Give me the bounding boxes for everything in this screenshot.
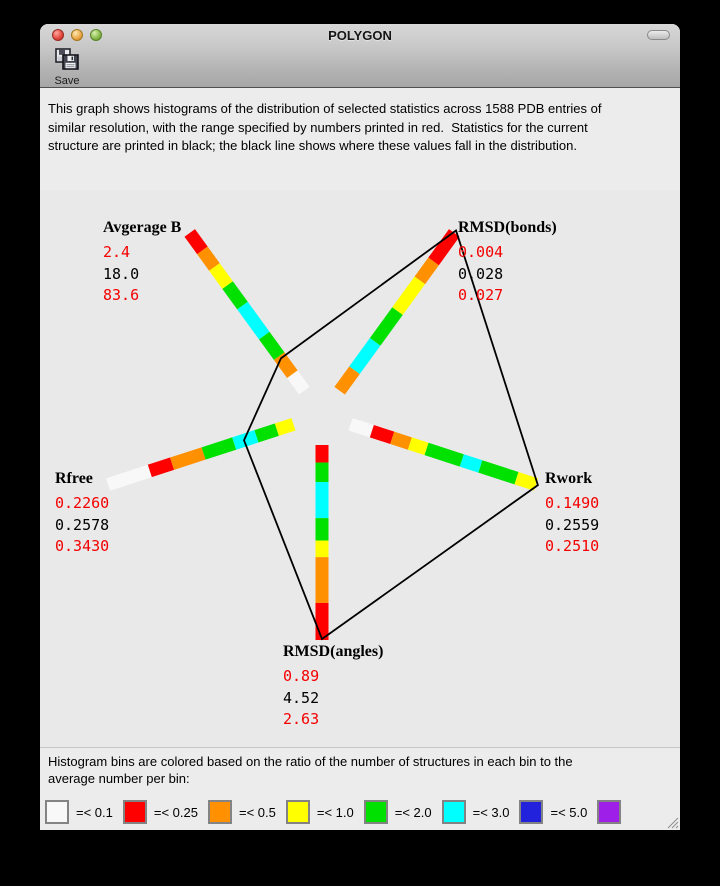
toolbar-toggle-button[interactable] <box>647 30 670 40</box>
axis-block-rmsd-bonds- <box>458 219 557 307</box>
legend-swatch <box>286 800 310 824</box>
polygon-plot-area <box>40 190 680 747</box>
axis-title: RMSD(angles) <box>283 643 384 660</box>
legend-description-line: Histogram bins are colored based on the ratio of the number of structures in each bin to the <box>48 754 573 769</box>
histogram-bin <box>106 465 152 491</box>
description-line: structure are printed in black; the black line shows where these values fall in the distribution. <box>48 138 577 153</box>
axis-block-avgerage-b <box>103 219 181 307</box>
legend-label: =< 5.0 <box>550 804 588 820</box>
legend-label: =< 0.25 <box>153 804 198 820</box>
axis-range-max: 0.3430 <box>55 537 110 555</box>
axis-current-value: 4.52 <box>283 688 320 707</box>
histogram-bin <box>316 482 329 518</box>
axis-current-value: 0.2578 <box>55 515 110 534</box>
axis-range-min: 0.1490 <box>545 494 600 512</box>
save-button[interactable] <box>46 48 88 86</box>
histogram-bin <box>316 445 329 463</box>
histogram-bin <box>316 463 329 483</box>
axis-title: Rfree <box>55 470 93 487</box>
histogram-bin <box>316 557 329 603</box>
axis-block-rwork <box>545 470 599 558</box>
axis-range-max: 83.6 <box>103 286 140 304</box>
legend-row <box>45 800 628 824</box>
histogram-bin <box>316 518 329 540</box>
legend-swatch <box>45 800 69 824</box>
histogram-bin <box>148 458 174 478</box>
histogram-bar-rwork <box>349 418 538 491</box>
title-bar[interactable] <box>40 24 680 46</box>
histogram-bin <box>478 460 518 484</box>
histogram-bar-rmsd-bonds- <box>334 229 459 394</box>
histogram-bin <box>390 432 412 450</box>
axis-current-value: 18.0 <box>103 264 140 283</box>
axis-block-rfree <box>55 470 109 558</box>
axis-title: Avgerage B <box>103 219 182 236</box>
legend-swatch <box>442 800 466 824</box>
histogram-bin <box>237 302 269 340</box>
legend-description <box>40 748 680 787</box>
legend-label: =< 0.1 <box>76 804 113 820</box>
legend-swatch <box>208 800 232 824</box>
legend-swatch <box>123 800 147 824</box>
legend-description-line: average number per bin: <box>48 771 190 786</box>
histogram-bin <box>170 447 206 470</box>
legend-swatch <box>519 800 543 824</box>
save-icon <box>54 48 80 71</box>
histogram-bar-rmsd-angles- <box>316 445 329 640</box>
resize-grip[interactable] <box>665 815 679 829</box>
histogram-bin <box>316 541 329 558</box>
legend-label: =< 3.0 <box>472 804 510 820</box>
axis-current-value: 0.028 <box>458 264 504 283</box>
description-panel <box>40 89 680 190</box>
histogram-bin <box>370 307 403 345</box>
description-line: This graph shows histograms of the distribution of selected statistics across 1588 PDB entries of <box>48 101 602 116</box>
axis-range-max: 0.027 <box>458 286 504 304</box>
histogram-bin <box>232 430 258 450</box>
axis-range-min: 0.89 <box>283 667 320 685</box>
axis-title: Rwork <box>545 470 593 487</box>
axis-range-min: 0.2260 <box>55 494 110 512</box>
axis-range-max: 0.2510 <box>545 537 600 555</box>
histogram-bin <box>370 425 394 444</box>
axis-title: RMSD(bonds) <box>458 219 557 236</box>
axis-current-value: 0.2559 <box>545 515 600 534</box>
histogram-bin <box>316 603 329 640</box>
legend-label: =< 0.5 <box>238 804 276 820</box>
legend-swatch <box>364 800 388 824</box>
axis-range-min: 0.004 <box>458 243 504 261</box>
legend-label: =< 1.0 <box>316 804 354 820</box>
histogram-bin <box>392 276 425 314</box>
description-text <box>40 89 680 156</box>
histogram-bin <box>349 338 380 374</box>
window-chrome <box>40 24 680 88</box>
description-line: similar resolution, with the range specified by numbers printed in red. Statistics for the current <box>48 119 588 135</box>
histogram-bin <box>202 437 237 459</box>
legend-swatch <box>597 800 621 824</box>
legend-label: =< 2.0 <box>394 804 432 820</box>
histogram-bin <box>460 454 483 472</box>
axis-range-max: 2.63 <box>283 710 320 728</box>
histogram-bar-rfree <box>106 418 295 491</box>
histogram-bin <box>254 424 278 443</box>
toolbar <box>40 46 680 87</box>
polygon-window <box>40 24 680 830</box>
histogram-bin <box>349 418 374 437</box>
histogram-bar-avgerage-b <box>184 229 309 394</box>
axis-block-rmsd-angles- <box>283 643 383 731</box>
histogram-bin <box>425 443 464 467</box>
legend-panel <box>40 747 680 830</box>
save-button-label: Save <box>54 75 80 87</box>
window-title: POLYGON <box>328 28 392 43</box>
axis-range-min: 2.4 <box>103 243 131 261</box>
